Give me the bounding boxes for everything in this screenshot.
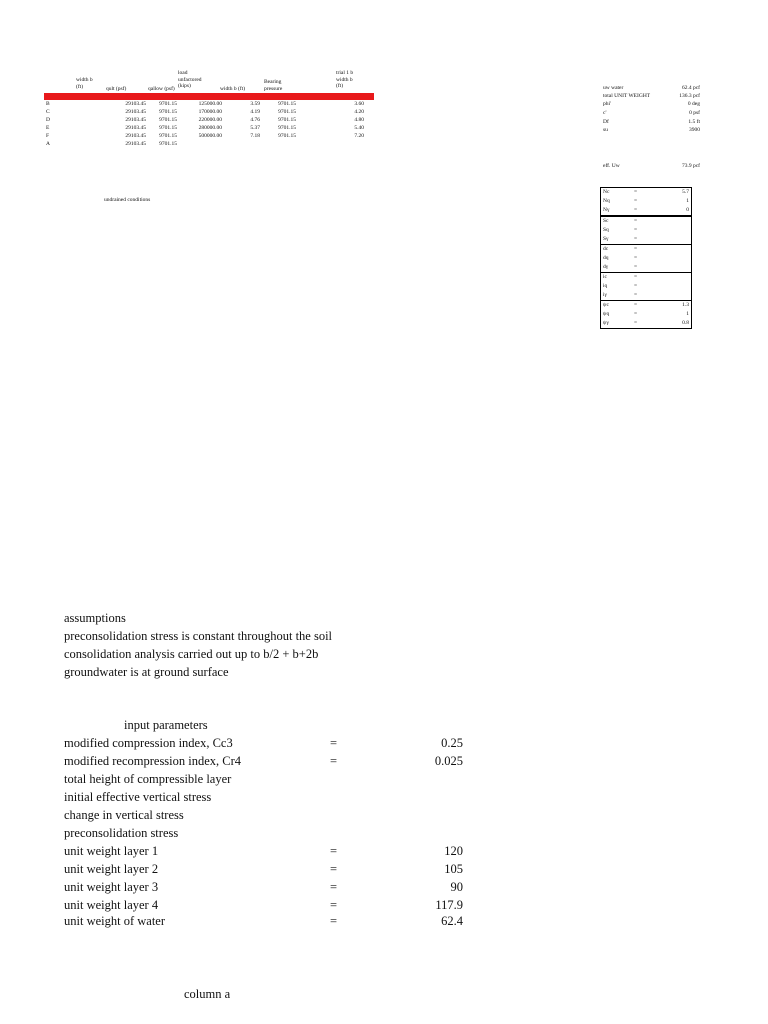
param-value[interactable]: 117.9 xyxy=(435,898,463,912)
param-label: preconsolidation stress xyxy=(64,826,179,840)
equals-sign: = xyxy=(330,914,338,928)
factor-row[interactable] xyxy=(601,310,691,319)
factor-value: 1 xyxy=(686,198,689,204)
assumption-line: consolidation analysis carried out up to b/2 + b+2b xyxy=(64,647,319,661)
cell-qallow: 9701.15 xyxy=(159,125,177,131)
param-value[interactable]: 62.4 xyxy=(441,914,463,928)
param-value[interactable]: 0.25 xyxy=(441,736,463,750)
factor-symbol: Sc xyxy=(603,218,609,224)
param-label: unit weight of water xyxy=(64,914,166,928)
factor-value: 1 xyxy=(686,311,689,317)
header-trial-line2: width b xyxy=(336,76,353,83)
cell-id: F xyxy=(46,133,50,139)
factor-row[interactable] xyxy=(601,235,691,244)
cell-trial: 4.80 xyxy=(354,117,364,123)
header-qult: qult (psf) xyxy=(106,86,127,92)
table-row[interactable] xyxy=(44,133,374,140)
equals-sign: = xyxy=(330,844,338,858)
prop-label: Df xyxy=(603,119,609,125)
factor-symbol: Sγ xyxy=(603,236,609,242)
prop-label: total UNIT WEIGHT xyxy=(603,93,651,99)
cell-trial: 3.60 xyxy=(354,101,364,107)
factor-symbol: Nq xyxy=(603,198,610,204)
factor-symbol: ψc xyxy=(603,302,609,308)
cell-bearing: 9701.15 xyxy=(278,109,296,115)
assumptions-title: assumptions xyxy=(64,611,126,625)
param-value[interactable]: 105 xyxy=(444,862,463,876)
equals-sign: = xyxy=(634,189,638,195)
equals-sign: = xyxy=(634,264,638,270)
cell-qult: 29103.45 xyxy=(125,133,146,139)
cell-id: A xyxy=(46,93,50,99)
cell-load: 220000.00 xyxy=(198,117,222,123)
cell-bearing: 9701.15 xyxy=(278,117,296,123)
cell-load: 170000.00 xyxy=(198,109,222,115)
equals-sign: = xyxy=(634,274,638,280)
cell-width-b: 4.76 xyxy=(250,117,260,123)
equals-sign: = xyxy=(330,754,338,768)
equals-sign: = xyxy=(634,236,638,242)
header-width-line1: width b xyxy=(76,77,93,83)
equals-sign: = xyxy=(634,320,638,326)
cell-qult: 29103.45 xyxy=(125,125,146,131)
equals-sign: = xyxy=(634,246,638,252)
cell-qult: 29103.45 xyxy=(125,101,146,107)
factor-row[interactable] xyxy=(601,226,691,235)
factor-group-i xyxy=(600,272,692,301)
cell-trial: 2.40 xyxy=(354,93,364,99)
table-row[interactable] xyxy=(44,117,374,124)
header-trial-line3: (ft) xyxy=(336,83,344,89)
assumption-line: preconsolidation stress is constant throughout the soil xyxy=(64,629,333,643)
factor-row[interactable] xyxy=(601,188,691,197)
header-trial-line1: trial 1 b xyxy=(336,70,354,76)
param-value[interactable]: 0.025 xyxy=(434,754,463,768)
equals-sign: = xyxy=(634,218,638,224)
equals-sign: = xyxy=(634,207,638,213)
cell-id: B xyxy=(46,101,50,107)
factor-group-psi xyxy=(600,300,692,329)
cell-id: C xyxy=(46,109,50,115)
factor-row[interactable] xyxy=(601,197,691,206)
prop-label: phi' xyxy=(603,101,612,107)
cell-bearing: 9701.15 xyxy=(278,133,296,139)
cell-qallow: 9701.15 xyxy=(159,117,177,123)
factor-value: 0 xyxy=(686,207,689,213)
table-row[interactable] xyxy=(44,125,374,132)
factor-symbol: Nc xyxy=(603,189,610,195)
header-bearing-line2: pressure xyxy=(264,85,283,92)
cell-bearing: 9701.15 xyxy=(278,125,296,131)
cell-qallow: 9701.15 xyxy=(159,109,177,115)
assumption-line: groundwater is at ground surface xyxy=(64,665,229,679)
eff-uw-value[interactable]: 73.9 pcf xyxy=(681,163,700,169)
header-load xyxy=(178,70,202,90)
factor-value: 1.3 xyxy=(682,302,689,308)
param-label: total height of compressible layer xyxy=(64,772,232,786)
header-load-line2: unfactored xyxy=(178,76,202,83)
factor-symbol: ψq xyxy=(603,311,610,317)
factor-row[interactable] xyxy=(601,206,691,215)
factor-row[interactable] xyxy=(601,254,691,263)
cell-qallow: 9701.15 xyxy=(159,101,177,107)
factor-row[interactable] xyxy=(601,217,691,226)
cell-trial: 7.20 xyxy=(354,133,364,139)
param-label: change in vertical stress xyxy=(64,808,184,822)
cell-width-b: 5.37 xyxy=(250,125,260,131)
factor-symbol: Nγ xyxy=(603,207,610,213)
cell-bearing: 9701.15 xyxy=(278,93,296,99)
prop-label: uw water xyxy=(603,85,624,91)
header-bearing xyxy=(264,79,282,92)
header-load-line1: load xyxy=(178,70,188,76)
cell-id: E xyxy=(46,125,50,131)
cell-qult: 29103.45 xyxy=(125,141,146,147)
cell-width-b: 2.40 xyxy=(250,93,260,99)
cell-id: A xyxy=(46,141,50,147)
factor-symbol: iq xyxy=(603,283,608,289)
prop-value[interactable]: 1.5 ft xyxy=(688,119,700,125)
header-qallow: qallow (psf) xyxy=(148,86,175,92)
param-label: unit weight layer 1 xyxy=(64,844,159,858)
table-row[interactable] xyxy=(44,93,374,100)
factor-row[interactable] xyxy=(601,273,691,282)
equals-sign: = xyxy=(634,302,638,308)
factor-row[interactable] xyxy=(601,263,691,272)
undrained-note: undrained conditions xyxy=(104,197,151,203)
factor-symbol: dq xyxy=(603,255,609,261)
prop-value[interactable]: 0 deg xyxy=(687,101,700,107)
equals-sign: = xyxy=(330,862,338,876)
cell-trial: 5.40 xyxy=(354,125,364,131)
prop-value[interactable]: 62.4 pcf xyxy=(681,85,700,91)
cell-qallow: 9701.15 xyxy=(159,133,177,139)
param-label: unit weight layer 4 xyxy=(64,898,159,912)
equals-sign: = xyxy=(634,283,638,289)
table-row[interactable] xyxy=(44,101,374,108)
factor-group-s xyxy=(600,216,692,245)
prop-value[interactable]: 136.3 pcf xyxy=(679,93,700,99)
cell-qult: 29103.45 xyxy=(125,109,146,115)
equals-sign: = xyxy=(634,198,638,204)
equals-sign: = xyxy=(634,311,638,317)
cell-qallow: 9701.15 xyxy=(159,141,177,147)
table-row[interactable] xyxy=(44,109,374,116)
param-label: unit weight layer 3 xyxy=(64,880,159,894)
factor-symbol: ψγ xyxy=(603,320,609,326)
header-width xyxy=(76,77,93,90)
param-label: modified recompression index, Cr4 xyxy=(64,754,242,768)
equals-sign: = xyxy=(330,880,338,894)
cell-bearing: 9701.15 xyxy=(278,101,296,107)
factor-value: 0.8 xyxy=(682,320,689,326)
header-trial xyxy=(336,70,353,90)
cell-load: 280000.00 xyxy=(198,125,222,131)
cell-width-b: 7.18 xyxy=(250,133,260,139)
equals-sign: = xyxy=(330,898,338,912)
header-width-line2: (ft) xyxy=(76,83,84,90)
factor-row[interactable] xyxy=(601,319,691,328)
factor-group-n xyxy=(600,187,692,216)
header-width-b: width b (ft) xyxy=(220,86,246,92)
column-label: column a xyxy=(184,987,231,1001)
header-bearing-line1: Bearing xyxy=(264,79,282,85)
factor-symbol: iγ xyxy=(603,292,607,298)
equals-sign: = xyxy=(634,227,638,233)
param-value[interactable]: 90 xyxy=(450,880,463,894)
cell-qult: 29103.45 xyxy=(125,93,146,99)
cell-trial: 4.20 xyxy=(354,109,364,115)
equals-sign: = xyxy=(634,292,638,298)
factor-symbol: dc xyxy=(603,246,609,252)
factor-row[interactable] xyxy=(601,282,691,291)
cell-qallow: 9701.15 xyxy=(159,93,177,99)
cell-id: D xyxy=(46,117,50,123)
prop-value[interactable]: 0 psf xyxy=(689,110,700,116)
equals-sign: = xyxy=(634,255,638,261)
param-value[interactable]: 120 xyxy=(444,844,463,858)
table-row[interactable] xyxy=(44,141,374,148)
cell-width-b: 4.19 xyxy=(250,109,260,115)
factor-value: 5.7 xyxy=(682,189,689,195)
cell-qult: 29103.45 xyxy=(125,117,146,123)
input-title: input parameters xyxy=(124,718,208,732)
cell-load: 55000.00 xyxy=(201,93,222,99)
eff-uw-label: eff. Uw xyxy=(603,163,620,169)
cell-load: 125000.00 xyxy=(198,101,222,107)
param-label: unit weight layer 2 xyxy=(64,862,159,876)
factor-symbol: dγ xyxy=(603,264,609,270)
factor-row[interactable] xyxy=(601,301,691,310)
param-label: initial effective vertical stress xyxy=(64,790,212,804)
cell-width-b: 3.59 xyxy=(250,101,260,107)
factor-group-d xyxy=(600,244,692,273)
factor-row[interactable] xyxy=(601,245,691,254)
prop-value[interactable]: 3900 xyxy=(689,127,700,133)
equals-sign: = xyxy=(330,736,338,750)
header-load-line3: (kips) xyxy=(178,83,191,89)
param-label: modified compression index, Cc3 xyxy=(64,736,233,750)
factor-row[interactable] xyxy=(601,291,691,300)
factor-symbol: Sq xyxy=(603,227,609,233)
prop-label: su xyxy=(603,127,608,133)
cell-load: 500000.00 xyxy=(198,133,222,139)
prop-label: c' xyxy=(603,110,607,116)
factor-symbol: ic xyxy=(603,274,607,280)
